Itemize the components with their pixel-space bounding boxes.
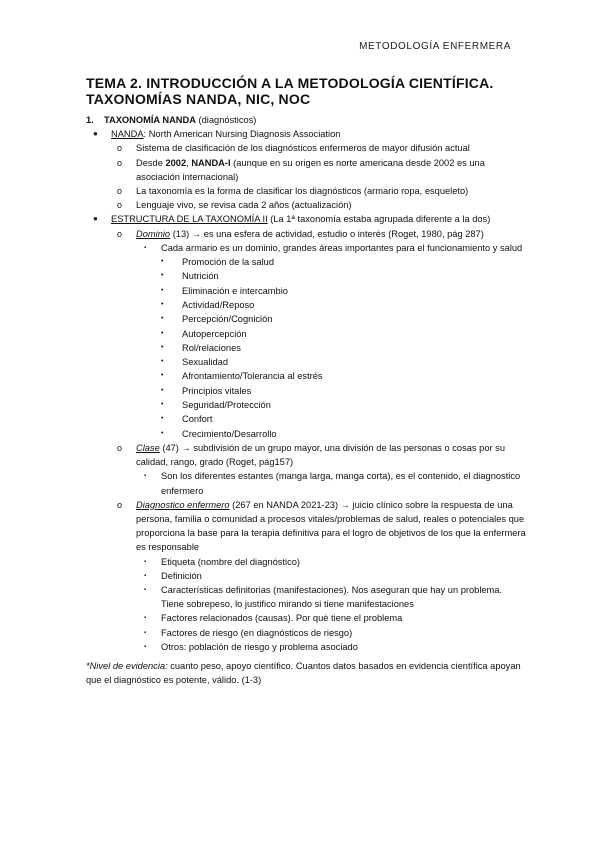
bullet-dot-icon: •: [161, 415, 164, 423]
title-line-2: TAXONOMÍAS NANDA, NIC, NOC: [86, 91, 311, 107]
diagnostico-list-item-text: Características definitorias (manifestaciones). Nos aseguran que hay un problema. Tiene sobrepeso, lo justifico mirando si tiene manifestaciones: [161, 584, 503, 610]
bullet-nanda: [86, 127, 526, 141]
dominio-list-item: [86, 298, 526, 312]
diagnostico-list: [86, 555, 526, 654]
estructura-note: (La 1ª taxonomía estaba agrupada diferente a la dos): [267, 214, 491, 225]
dominio-list-item: [86, 269, 526, 283]
bullet-dot-icon: •: [161, 429, 164, 437]
hollow-bullet-icon: o: [117, 200, 123, 211]
evidence-text: cuanto peso, apoyo científico. Cuantos datos basados en evidencia científica apoyan que el diagnóstico es potente, válido. (1-3): [86, 660, 521, 686]
estructura-term: ESTRUCTURA DE LA TAXONOMÍA II: [111, 214, 268, 225]
nanda-i-name: NANDA-I: [191, 157, 231, 168]
diagnostico-term: Diagnostico enfermero: [136, 499, 230, 510]
dominio-list-item-text: Seguridad/Protección: [182, 400, 271, 410]
section-number: 1.: [86, 115, 94, 125]
evidence-note: [86, 659, 526, 687]
dominio-list-item-text: Rol/relaciones: [182, 342, 241, 353]
hollow-bullet-icon: o: [117, 228, 123, 239]
hollow-bullet-icon: o: [117, 157, 123, 168]
bullet-dot-icon: •: [161, 343, 164, 351]
bullet-dot-icon: •: [161, 286, 164, 294]
bullet-dot-icon: •: [161, 258, 164, 266]
dominio-list-item-text: Sexualidad: [182, 357, 229, 368]
nanda-definition: : North American Nursing Diagnosis Association: [143, 129, 341, 140]
dominio-list-item-text: Nutrición: [182, 271, 219, 282]
square-bullet-icon: ▪: [144, 629, 147, 636]
nanda-item: [86, 141, 526, 155]
dominio-item: [86, 227, 526, 241]
dominio-list-item-text: Afrontamiento/Tolerancia al estrés: [182, 371, 323, 382]
square-bullet-icon: ▪: [144, 558, 147, 565]
dominio-list-item: [86, 384, 526, 398]
dominio-list-item: [86, 312, 526, 326]
dominio-list-item-text: Percepción/Cognición: [182, 314, 273, 325]
nanda-year: 2002: [165, 157, 187, 168]
nanda-sep: ,: [186, 157, 192, 168]
dominio-term: Dominio: [136, 228, 171, 239]
bullet-dot-icon: •: [161, 329, 164, 337]
dominio-list-item: [86, 369, 526, 383]
hollow-bullet-icon: o: [117, 186, 123, 197]
dominio-list-item: [86, 327, 526, 341]
square-bullet-icon: ▪: [144, 572, 147, 579]
nanda-term: NANDA: [111, 129, 144, 140]
dominio-list-item-text: Actividad/Reposo: [182, 299, 255, 310]
diagnostico-list-item-text: Etiqueta (nombre del diagnóstico): [161, 556, 301, 567]
hollow-bullet-icon: o: [117, 499, 123, 510]
diagnostico-list-item: [86, 611, 526, 625]
square-bullet-icon: ▪: [144, 615, 147, 622]
bullet-dot-icon: •: [161, 315, 164, 323]
diagnostico-list-item: [86, 626, 526, 640]
evidence-term: *Nivel de evidencia:: [86, 660, 168, 671]
document-title: [86, 75, 526, 107]
section-heading-title: TAXONOMÍA NANDA: [104, 115, 196, 125]
dominio-list-item: [86, 255, 526, 269]
dominio-list-item-text: Confort: [182, 414, 213, 425]
section-heading-suffix: (diagnósticos): [195, 115, 257, 125]
dominio-list-item-text: Eliminación e intercambio: [182, 285, 288, 296]
bullet-dot-icon: •: [161, 358, 164, 366]
document-body: [86, 113, 526, 687]
square-bullet-icon: ▪: [144, 244, 147, 251]
bullet-dot-icon: •: [161, 372, 164, 380]
dominio-list-item: [86, 355, 526, 369]
dominio-sub-text: Cada armario es un dominio, grandes áreas importantes para el funcionamiento y salud: [161, 242, 523, 253]
nanda-item-text: La taxonomía es la forma de clasificar los diagnósticos (armario ropa, esqueleto): [136, 186, 469, 197]
nanda-item-text: Desde: [136, 157, 166, 168]
bullet-dot-icon: •: [161, 272, 164, 280]
diagnostico-item: [86, 498, 526, 555]
diagnostico-text: (267 en NANDA 2021-23) → juicio clínico sobre la respuesta de una persona, familia o comunidad a procesos vitales/problemas de salud, reales o potenciales que proporciona la base para la terapia definitiva para el logro de objetivos de los que la enfermera es responsable: [136, 499, 526, 553]
nanda-item-text: Lenguaje vivo, se revisa cada 2 años (actualización): [136, 200, 352, 211]
clase-sub: [86, 469, 526, 497]
nanda-item: [86, 198, 526, 212]
bullet-estructura: [86, 212, 526, 226]
square-bullet-icon: ▪: [144, 473, 147, 480]
dominio-list: [86, 255, 526, 441]
diagnostico-list-item-text: Otros: población de riesgo y problema asociado: [161, 641, 358, 652]
dominio-list-item: [86, 398, 526, 412]
diagnostico-list-item-text: Definición: [161, 570, 202, 581]
dominio-list-item: [86, 412, 526, 426]
dominio-list-item: [86, 284, 526, 298]
dominio-list-item-text: Crecimiento/Desarrollo: [182, 428, 277, 439]
running-header: METODOLOGÍA ENFERMERA: [359, 41, 511, 52]
clase-text: (47) → subdivisión de un grupo mayor, una división de las personas o cosas por su calidad, rango, grado (Roget, pág157): [136, 442, 505, 468]
diagnostico-list-item: [86, 640, 526, 654]
square-bullet-icon: ▪: [144, 643, 147, 650]
bullet-dot-icon: •: [161, 300, 164, 308]
dominio-list-item-text: Promoción de la salud: [182, 257, 274, 268]
diagnostico-list-item-text: Factores de riesgo (en diagnósticos de riesgo): [161, 627, 353, 638]
nanda-item-text: (aunque en su origen es norte americana desde 2002 es una asociación internacional): [136, 157, 485, 182]
bullet-dot-icon: •: [161, 401, 164, 408]
diagnostico-list-item: [86, 583, 526, 611]
bullet-dot-icon: ●: [93, 129, 98, 139]
nanda-item-text: Sistema de clasificación de los diagnósticos enfermeros de mayor difusión actual: [136, 143, 470, 154]
nanda-item: [86, 156, 526, 184]
clase-term: Clase: [136, 442, 160, 453]
dominio-sub: [86, 241, 526, 255]
diagnostico-list-item: [86, 569, 526, 583]
clase-item: [86, 441, 526, 469]
clase-sub-text: Son los diferentes estantes (manga larga, manga corta), es el contenido, el diagnostico enfermero: [161, 471, 521, 496]
hollow-bullet-icon: o: [117, 442, 123, 453]
diagnostico-list-item-text: Factores relacionados (causas). Por qué tiene el problema: [161, 613, 403, 624]
dominio-list-item: [86, 427, 526, 441]
section-heading: [86, 113, 526, 127]
bullet-dot-icon: ●: [93, 214, 98, 224]
square-bullet-icon: ▪: [144, 586, 147, 593]
diagnostico-list-item: [86, 555, 526, 569]
title-line-1: TEMA 2. INTRODUCCIÓN A LA METODOLOGÍA CIENTÍFICA.: [86, 75, 494, 91]
dominio-list-item-text: Principios vitales: [182, 385, 252, 396]
hollow-bullet-icon: o: [117, 143, 123, 154]
dominio-list-item: [86, 341, 526, 355]
dominio-list-item-text: Autopercepción: [182, 328, 247, 339]
nanda-item: [86, 184, 526, 198]
bullet-dot-icon: •: [161, 386, 164, 394]
dominio-text: (13) → es una esfera de actividad, estudio o interés (Roget, 1980, pág 287): [170, 228, 484, 239]
